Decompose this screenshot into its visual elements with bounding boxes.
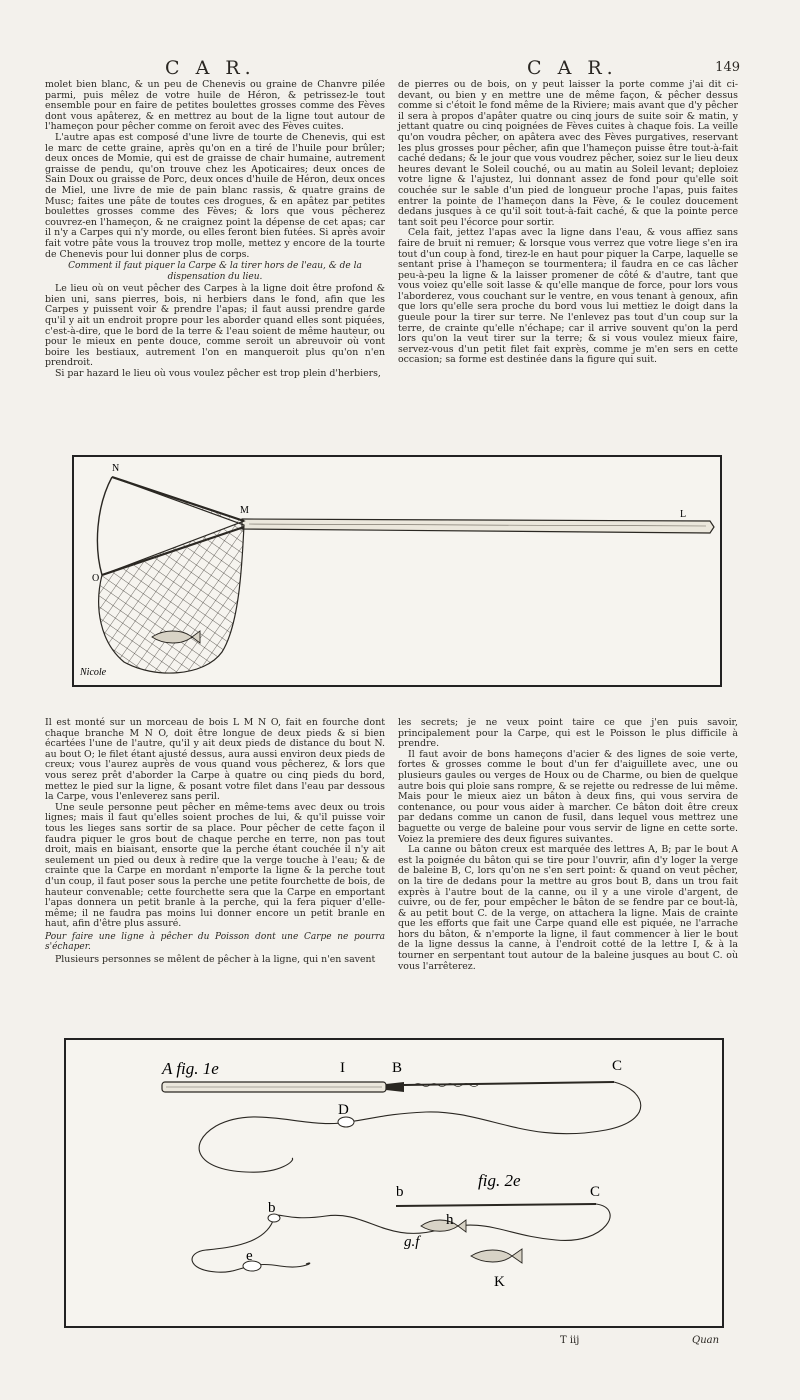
folio-number: 149 (715, 60, 740, 75)
paragraph: les secrets; je ne veux point taire ce que j'en puis savoir, principalement pour la Carpe, qui est le Poisson le plus difficile à prendre. (398, 717, 738, 750)
label-gf: g.f (404, 1234, 420, 1250)
label-C: C (612, 1058, 623, 1074)
label-h: h (446, 1212, 454, 1228)
section-subtitle: Comment il faut piquer la Carpe & la tirer hors de l'eau, & de la dispensation du lieu. (68, 261, 362, 282)
paragraph: Le lieu où on veut pêcher des Carpes à la ligne doit être profond & bien uni, sans pierres, bois, ni herbiers dans le fond, afin que les Carpes y puissent voir & prendre l'apas; il faut aussi prendre garde qu'il y ait un endroit propre pour les aborder quand elles sont piquées, c'est-à-dire, que le bord de la terre & l'eau soient de même hauteur, ou pour le mieux en pente douce, comme seroit un abreuvoir où vont boire les bestiaux, autrement l'on en manqueroit plus qu'on n'en prendroit. (45, 283, 385, 369)
paragraph: L'autre apas est composé d'une livre de tourte de Chenevis, qui est le marc de cette graine, après qu'on en a tiré de l'huile pour brûler; deux onces de Momie, qui est de graisse de chair humaine, autrement graisse de pendu, qu'on trouve chez les Apoticaires; deux onces de Sain Doux ou graisse de Porc, deux onces d'huile de Héron, deux onces de Miel, une livre de mie de pain blanc rassis, & quatre grains de Musc; faites une pâte de toutes ces drogues, & en apâtez par petites boulettes grosses comme des Fèves; & lors que vous pêcherez couvrez-en l'hameçon, & ne craignez point la dépense de cet apas; car il n'y a Carpes qui n'y morde, ou elles feront bien futées. Si après avoir fait votre pâte vous la trouvez trop molle, mettez y encore de la tourte de Chenevis pour lui donner plus de corps. (45, 131, 385, 260)
figure-landing-net (72, 455, 722, 687)
signature-mark: T iij (560, 1335, 580, 1346)
column-left-top (45, 80, 385, 380)
label-D: D (338, 1102, 349, 1118)
catchword: Quan (692, 1335, 720, 1346)
paragraph: molet bien blanc, & un peu de Chenevis ou graine de Chanvre pilée parmi, puis mêlez de votre huile de Héron, & petrissez-le tout ensemble pour en faire de petites boulettes grosses comme des Fèves dont vous apâterez, & en mettrez au bout de la ligne tout autour de l'hameçon pour pêcher comme on feroit avec des Fèves cuites. (45, 79, 385, 133)
label-N: N (112, 463, 120, 474)
paragraph: La canne ou bâton creux est marquée des lettres A, B; par le bout A est la poignée du bâton qui se tire pour l'ouvrir, afin d'y loger la verge de baleine B, C, lors qu'on ne s'en sert point: & quand on veut pêcher, on la tire de dedans pour la mettre au gros bout B, dans un trou fait exprès à l'autre bout de la canne, ou il y a une virole d'argent, de cuivre, ou de fer, pour empêcher le bâton de se fendre par ce bout-là, & au petit bout C. de la verge, on attachera la ligne. Mais de crainte que les efforts que fait une Carpe quand elle est piquée, ne l'arrache hors du bâton, & n'emporte la ligne, il faut commencer à lier le bout de la ligne dessus la canne, à l'endroit cotté de la lettre I, & à la tourner en serpentant tout autour de la baleine jusques au bout C. où vous l'arrêterez. (398, 844, 738, 972)
paragraph: Cela fait, jettez l'apas avec la ligne dans l'eau, & vous affiez sans faire de bruit ni remuer; & lorsque vous verrez que votre liege s'en ira tout d'un coup à fond, tirez-le en haut pour piquer la Carpe, laquelle se sentant prise à l'hameçon se tourmentera; il faudra en ce cas lâcher peu-à-peu la ligne & la laisser promener de côté & d'autre, tant que vous voiez qu'elle soit lasse & qu'elle manque de force, pour lors vous l'aborderez, vous couchant sur le ventre, en vous tenant à genoux, afin que lors qu'elle sera proche du bord vous lui mettiez le doigt dans la gueule pour la tirer sur terre. Ne l'enlevez pas tout d'un coup sur la terre, de crainte qu'elle n'échape; car il arrive souvent qu'on la perd lors qu'on la veut tirer sur la terre; & si vous voulez mieux faire, servez-vous d'un petit filet fait exprès, comme je m'en sers en cette occasion; sa forme est destinée dans la figure qui suit. (398, 227, 738, 366)
label-I: I (340, 1060, 345, 1076)
label-M: M (240, 505, 249, 516)
running-head-left: C A R. (165, 57, 256, 79)
engraver-signature: Nicole (80, 667, 107, 678)
rod-fig2 (396, 1204, 596, 1206)
label-B: B (392, 1060, 403, 1076)
fish-K (471, 1249, 522, 1263)
net-bag (99, 477, 244, 673)
landing-net-illustration (74, 457, 720, 685)
label-L: L (680, 509, 687, 520)
paragraph: Il est monté sur un morceau de bois L M N O, fait en fourche dont chaque branche M N O, doit être longue de deux pieds & si bien écartées l'une de l'autre, qu'il y ait deux pieds de distance du bout N. au bout O; le filet étant ajusté dessus, aura aussi environ deux pieds de creux; vous l'aurez auprès de vous quand vous pêcherez, & lors que vous serez prêt d'aborder la Carpe à quatre ou cinq pieds du bord, mettez le pied sur la ligne, & posant votre filet dans l'eau par dessous la Carpe, vous l'enleverez sans peril. (45, 717, 385, 803)
section-subtitle: Pour faire une ligne à pêcher du Poisson dont une Carpe ne pourra s'échaper. (45, 931, 385, 953)
label-b2: b (396, 1184, 404, 1200)
column-right-bottom (398, 718, 738, 972)
paragraph: Plusieurs personnes se mêlent de pêcher à la ligne, qui n'en savent (55, 954, 376, 966)
column-left-bottom (45, 718, 385, 966)
label-fig1: A fig. 1e (162, 1059, 219, 1078)
paragraph: Une seule personne peut pêcher en même-tems avec deux ou trois lignes; mais il faut qu'elles soient proches de lui, & qu'il puisse voir tous les lieges sans sortir de sa place. Pour pêcher de cette façon il faudra piquer le gros bout de chaque perche en terre, non pas tout droit, mais en biaisant, ensorte que la perche étant couchée il n'y ait seulement un pied ou deux à redire que la verge touche à l'eau; & de crainte que la Carpe en mordant n'emporte la ligne & la perche tout d'un coup, il faut poser sous la perche une petite fourchette de bois, de hauteur convenable; cette fourchette sera que la Carpe en emportant l'apas donnera un petit branle à la perche, qui la fera piquer d'elle-même; il ne faudra pas moins lui donner encore un petit branle en haut, afin d'être plus assuré. (45, 801, 385, 930)
paragraph: Il faut avoir de bons hameçons d'acier & des lignes de soie verte, fortes & grosses comme le bout d'un fer d'aiguillete avec, une ou plusieurs gaules ou verges de Houx ou de Charme, ou bien de quelque autre bois qui ploie sans rompre, & se rejette ou redresse de lui même. Mais pour le mieux aiez un bâton à deux fins, qui vous servira de contenance, ou pour vous aider à marcher. Ce bâton doit être creux par dedans comme un canon de fusil, dans lequel vous mettrez une baguette ou verge de baleine pour vous servir de ligne en cette sorte. Voiez la premiere des deux figures suivantes. (398, 748, 738, 845)
float-D (338, 1117, 354, 1127)
running-head-center: C A R. (527, 57, 618, 79)
label-e: e (246, 1248, 253, 1264)
rod-illustration (66, 1040, 722, 1326)
label-O: O (92, 573, 100, 584)
fishing-line-1 (199, 1082, 641, 1172)
label-K: K (494, 1274, 505, 1290)
paragraph: Si par hazard le lieu où vous voulez pêcher est trop plein d'herbiers, (55, 368, 381, 380)
figure-rod-and-lines (64, 1038, 724, 1328)
fish-h (421, 1220, 466, 1232)
paragraph: de pierres ou de bois, on y peut laisser la porte comme j'ai dit ci-devant, ou bien y en mettre une de même façon, & pêcher dessus comme si c'étoit le fond même de la Riviere; mais avant que d'y pêcher il sera à propos d'apâter quatre ou cinq jours de suite soir & matin, y jettant quatre ou cinq poignées de Fèves cuites à chaque fois. La veille qu'on voudra pêcher, on apâtera avec des Fèves purgatives, reservant les plus grosses pour pêcher, afin que l'hameçon puisse être tout-à-fait caché dedans; & le jour que vous voudrez pêcher, soiez sur le lieu deux heures devant le Soleil couché, ou au matin au Soleil levant; deploiez votre ligne & l'ajustez, lui donnant assez de fond pour qu'elle soit couchée sur le sable d'un pied de longueur proche l'apas, puis faites entrer la pointe de l'hameçon dans la Fève, & le coulez doucement dedans jusques à ce qu'il soit tout-à-fait caché, & que la pointe perce tant soit peu l'écorce pour sortir. (398, 79, 738, 228)
column-right-top (398, 80, 738, 366)
label-fig2: fig. 2e (478, 1171, 521, 1190)
label-C2: C (590, 1184, 601, 1200)
label-b: b (268, 1200, 276, 1216)
